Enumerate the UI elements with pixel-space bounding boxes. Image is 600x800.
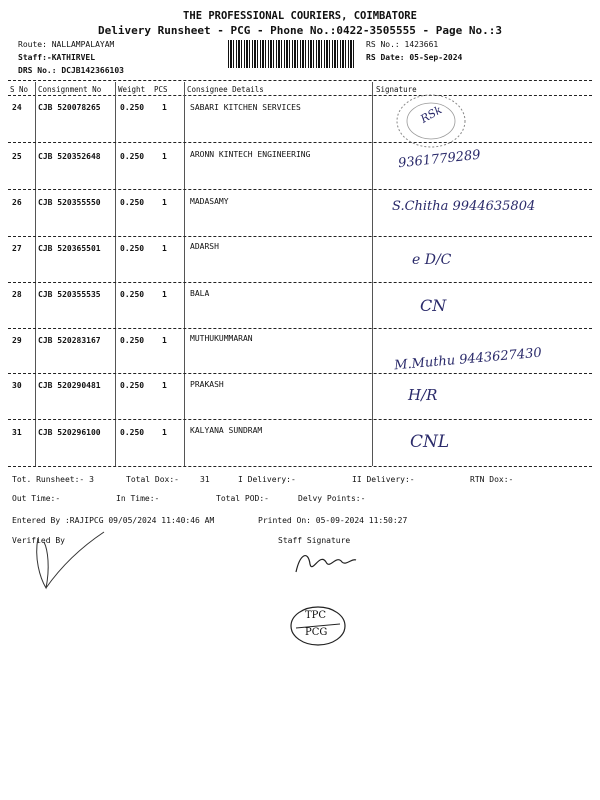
i-delivery: I Delivery:- bbox=[238, 475, 296, 484]
signature-row-25: 9361779289 bbox=[397, 147, 482, 172]
row-sno: 30 bbox=[12, 381, 22, 390]
table-top-rule bbox=[8, 80, 592, 81]
row-pcs: 1 bbox=[162, 290, 167, 299]
row-consignment: CJB 520355535 bbox=[38, 290, 101, 299]
row-sno: 29 bbox=[12, 336, 22, 345]
row-consignment: CJB 520290481 bbox=[38, 381, 101, 390]
header-bottom-rule bbox=[8, 95, 592, 96]
courier-seal-icon bbox=[393, 92, 469, 150]
signature-row-26: S.Chitha 9944635804 bbox=[392, 199, 536, 214]
row-sno: 27 bbox=[12, 244, 22, 253]
row-consignee: MUTHUKUMMARAN bbox=[190, 334, 253, 343]
col-header-signature: Signature bbox=[376, 85, 417, 94]
col-header-consignee: Consignee Details bbox=[187, 85, 264, 94]
row-rule bbox=[8, 142, 592, 143]
signature-row-28: CN bbox=[420, 296, 447, 315]
column-divider bbox=[115, 82, 116, 466]
row-rule bbox=[8, 189, 592, 190]
row-consignment: CJB 520296100 bbox=[38, 428, 101, 437]
row-pcs: 1 bbox=[162, 152, 167, 161]
row-rule bbox=[8, 236, 592, 237]
delvy-points: Delvy Points:- bbox=[298, 494, 366, 503]
col-header-weight: Weight bbox=[118, 85, 146, 94]
printed-on: Printed On: 05-09-2024 11:50:27 bbox=[258, 516, 408, 525]
row-sno: 28 bbox=[12, 290, 22, 299]
rs-number: RS No.: 1423661 bbox=[366, 40, 439, 49]
verifier-signature-scribble bbox=[20, 528, 110, 594]
row-consignee: MADASAMY bbox=[190, 197, 229, 206]
row-rule bbox=[8, 282, 592, 283]
row-pcs: 1 bbox=[162, 428, 167, 437]
row-consignment: CJB 520355550 bbox=[38, 198, 101, 207]
in-time: In Time:- bbox=[116, 494, 160, 503]
row-weight: 0.250 bbox=[120, 244, 145, 253]
column-divider bbox=[184, 82, 185, 466]
stamp-text-top: TPC bbox=[305, 610, 327, 621]
verified-by-label: Verified By bbox=[12, 536, 65, 545]
total-dox-label: Total Dox:- bbox=[126, 475, 179, 484]
route-label: Route: NALLAMPALAYAM bbox=[18, 40, 115, 49]
row-rule bbox=[8, 419, 592, 420]
row-consignee: PRAKASH bbox=[190, 380, 224, 389]
staff-signature-label: Staff Signature bbox=[278, 536, 351, 545]
row-weight: 0.250 bbox=[120, 152, 145, 161]
row-weight: 0.250 bbox=[120, 381, 145, 390]
company-name: THE PROFESSIONAL COURIERS, COIMBATORE bbox=[183, 10, 417, 22]
total-runsheet: Tot. Runsheet:- 3 bbox=[12, 475, 94, 484]
row-consignee: SABARI KITCHEN SERVICES bbox=[190, 103, 301, 112]
signature-row-24: RSk bbox=[418, 103, 445, 126]
barcode bbox=[228, 40, 356, 68]
row-weight: 0.250 bbox=[120, 428, 145, 437]
row-sno: 25 bbox=[12, 152, 22, 161]
signature-row-27: e D/C bbox=[412, 252, 452, 268]
row-consignee: KALYANA SUNDRAM bbox=[190, 426, 263, 435]
row-pcs: 1 bbox=[162, 198, 167, 207]
rs-date: RS Date: 05-Sep-2024 bbox=[366, 53, 463, 62]
row-sno: 31 bbox=[12, 428, 22, 437]
row-sno: 26 bbox=[12, 198, 22, 207]
row-consignment: CJB 520352648 bbox=[38, 152, 101, 161]
total-dox-count: 31 bbox=[200, 475, 210, 484]
row-weight: 0.250 bbox=[120, 103, 145, 112]
row-sno: 24 bbox=[12, 103, 22, 112]
staff-signature-scribble bbox=[290, 544, 360, 580]
signature-row-30: H/R bbox=[408, 386, 438, 404]
row-consignee: BALA bbox=[190, 289, 210, 298]
row-weight: 0.250 bbox=[120, 336, 145, 345]
row-rule bbox=[8, 466, 592, 467]
row-consignment: CJB 520365501 bbox=[38, 244, 101, 253]
stamp-text-bottom: PCG bbox=[305, 627, 328, 638]
row-weight: 0.250 bbox=[120, 290, 145, 299]
staff-label: Staff:-KATHIRVEL bbox=[18, 53, 96, 62]
row-pcs: 1 bbox=[162, 244, 167, 253]
row-rule bbox=[8, 328, 592, 329]
tpc-stamp bbox=[288, 604, 348, 648]
col-header-pcs: PCS bbox=[154, 85, 168, 94]
column-divider bbox=[372, 82, 373, 466]
signature-row-29: M.Muthu 9443627430 bbox=[393, 345, 543, 374]
row-consignee: ARONN KINTECH ENGINEERING bbox=[190, 150, 311, 159]
total-pod: Total POD:- bbox=[216, 494, 269, 503]
signature-row-31: CNL bbox=[410, 432, 450, 452]
drs-number: DRS No.: DCJB142366103 bbox=[18, 66, 124, 75]
row-pcs: 1 bbox=[162, 103, 167, 112]
row-weight: 0.250 bbox=[120, 198, 145, 207]
row-pcs: 1 bbox=[162, 381, 167, 390]
row-consignment: CJB 520283167 bbox=[38, 336, 101, 345]
row-consignment: CJB 520078265 bbox=[38, 103, 101, 112]
row-pcs: 1 bbox=[162, 336, 167, 345]
column-divider bbox=[35, 82, 36, 466]
runsheet-title: Delivery Runsheet - PCG - Phone No.:0422-3505555 - Page No.:3 bbox=[98, 24, 502, 37]
col-header-consignment: Consignment No bbox=[38, 85, 102, 94]
ii-delivery: II Delivery:- bbox=[352, 475, 415, 484]
col-header-sno: S No bbox=[10, 85, 29, 94]
row-consignee: ADARSH bbox=[190, 242, 219, 251]
out-time: Out Time:- bbox=[12, 494, 61, 503]
rtn-dox: RTN Dox:- bbox=[470, 475, 514, 484]
entered-by: Entered By :RAJIPCG 09/05/2024 11:40:46 AM bbox=[12, 516, 215, 525]
row-rule bbox=[8, 373, 592, 374]
